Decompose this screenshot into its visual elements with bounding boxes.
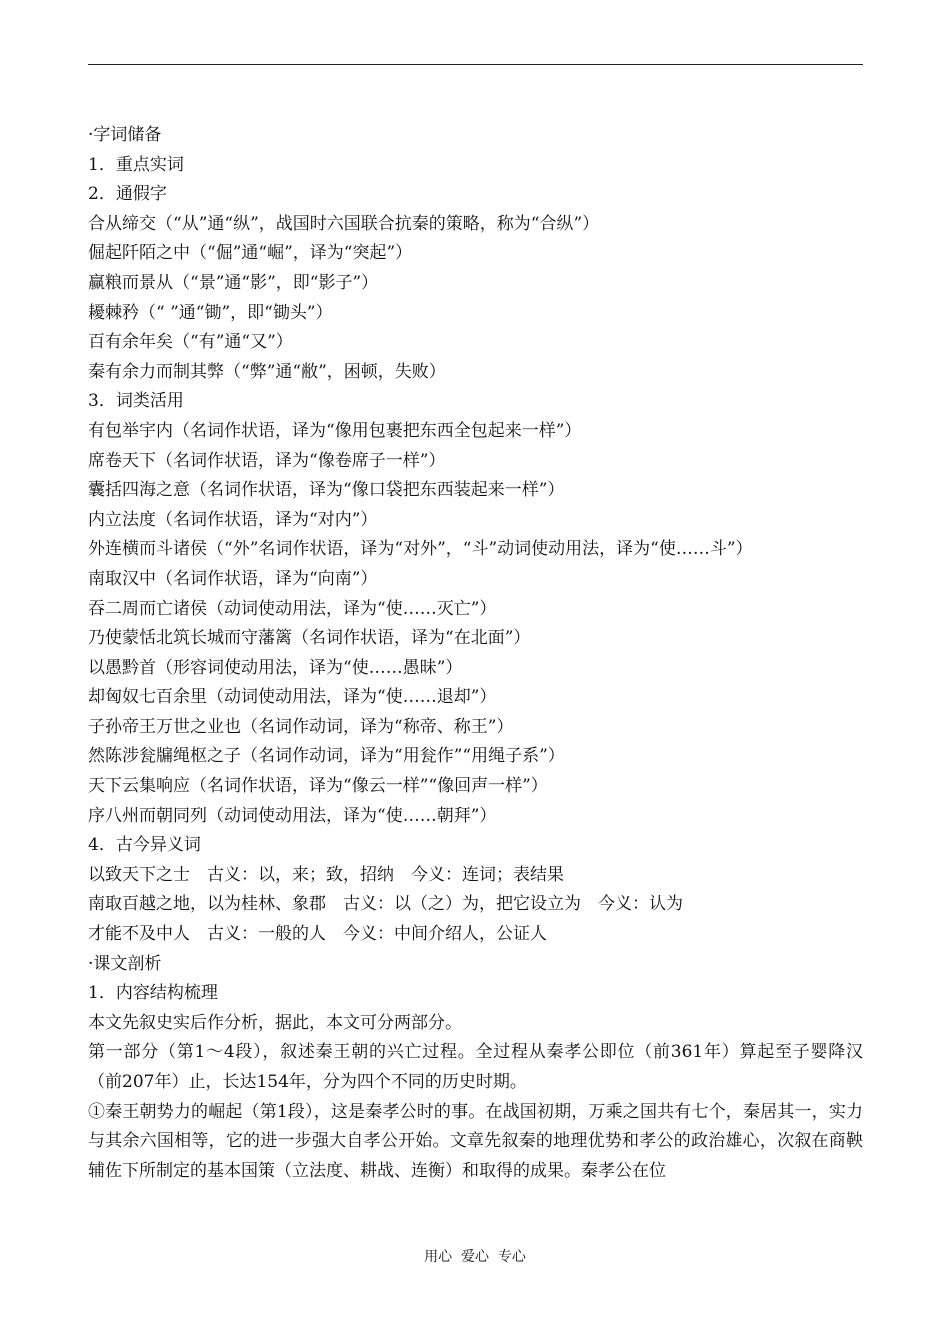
text-line: 内立法度（名词作状语，译为“对内”） xyxy=(88,509,378,530)
paragraph: 本文先叙史实后作分析，据此，本文可分两部分。 xyxy=(88,1012,462,1033)
paragraph: ①秦王朝势力的崛起（第1段），这是秦孝公时的事。在战国初期，万乘之国共有七个，秦居其一，实力与其余六国相等，它的进一步强大自孝公开始。文章先叙秦的地理优势和孝公的政治雄心，次叙在商鞅辅佐下所制定的基本国策（立法度、耕战、连衡）和取得的成果。秦孝公在位 xyxy=(88,1101,863,1181)
sub-heading: 1．内容结构梳理 xyxy=(88,983,218,1004)
text-line: 序八州而朝同列（动词使动用法，译为“使……朝拜”） xyxy=(88,805,497,826)
section-heading: ·课文剖析 xyxy=(88,953,162,974)
text-line: 囊括四海之意（名词作状语，译为“像口袋把东西装起来一样”） xyxy=(88,480,565,501)
text-line: 子孙帝王万世之业也（名词作动词，译为“称帝、称王”） xyxy=(88,716,514,737)
text-line: 赢粮而景从（“景”通“影”，即“影子”） xyxy=(88,272,379,293)
sub-heading: 3．词类活用 xyxy=(88,391,184,412)
document-body xyxy=(88,121,863,1186)
text-line: 耰棘矜（“ ”通“锄”，即“锄头”） xyxy=(88,302,333,323)
text-line: 以致天下之士 古义：以，来；致，招纳 今义：连词；表结果 xyxy=(88,864,564,885)
text-line: 天下云集响应（名词作状语，译为“像云一样”“像回声一样”） xyxy=(88,776,548,797)
text-line: 合从缔交（“从”通“纵”，战国时六国联合抗秦的策略，称为“合纵”） xyxy=(88,213,600,234)
text-line: 百有余年矣（“有”通“又”） xyxy=(88,332,293,353)
paragraph: 第一部分（第1～4段），叙述秦王朝的兴亡过程。全过程从秦孝公即位（前361年）算起至子婴降汉（前207年）止，长达154年，分为四个不同的历史时期。 xyxy=(88,1042,863,1092)
sub-heading: 1．重点实词 xyxy=(88,154,184,175)
section-heading: ·字词储备 xyxy=(88,125,162,145)
sub-heading: 2．通假字 xyxy=(88,184,167,205)
text-line: 以愚黔首（形容词使动用法，译为“使……愚昧”） xyxy=(88,657,463,678)
text-line: 席卷天下（名词作状语，译为“像卷席子一样”） xyxy=(88,450,446,471)
page-footer: 用心 爱心 专心 xyxy=(424,1249,526,1265)
text-line: 倔起阡陌之中（“倔”通“崛”，译为“突起”） xyxy=(88,243,413,264)
text-line: 然陈涉瓮牖绳枢之子（名词作动词，译为“用瓮作”“用绳子系”） xyxy=(88,746,565,767)
text-line: 南取百越之地，以为桂林、象郡 古义：以（之）为，把它设立为 今义：认为 xyxy=(88,894,683,915)
text-line: 秦有余力而制其弊（“弊”通“敝”，困顿，失败） xyxy=(88,361,446,382)
sub-heading: 4．古今异义词 xyxy=(88,835,201,856)
text-line: 乃使蒙恬北筑长城而守藩篱（名词作状语，译为“在北面”） xyxy=(88,628,531,649)
text-line: 却匈奴七百余里（动词使动用法，译为“使……退却”） xyxy=(88,687,497,708)
text-line: 南取汉中（名词作状语，译为“向南”） xyxy=(88,568,378,589)
text-line: 有包举宇内（名词作状语，译为“像用包裹把东西全包起来一样”） xyxy=(88,420,582,441)
header-rule xyxy=(88,64,863,65)
text-line: 吞二周而亡诸侯（动词使动用法，译为“使……灭亡”） xyxy=(88,598,497,619)
text-line: 才能不及中人 古义：一般的人 今义：中间介绍人，公证人 xyxy=(88,924,547,945)
text-line: 外连横而斗诸侯（“外”名词作状语，译为“对外”，“斗”动词使动用法，译为“使……斗”） xyxy=(88,539,753,560)
